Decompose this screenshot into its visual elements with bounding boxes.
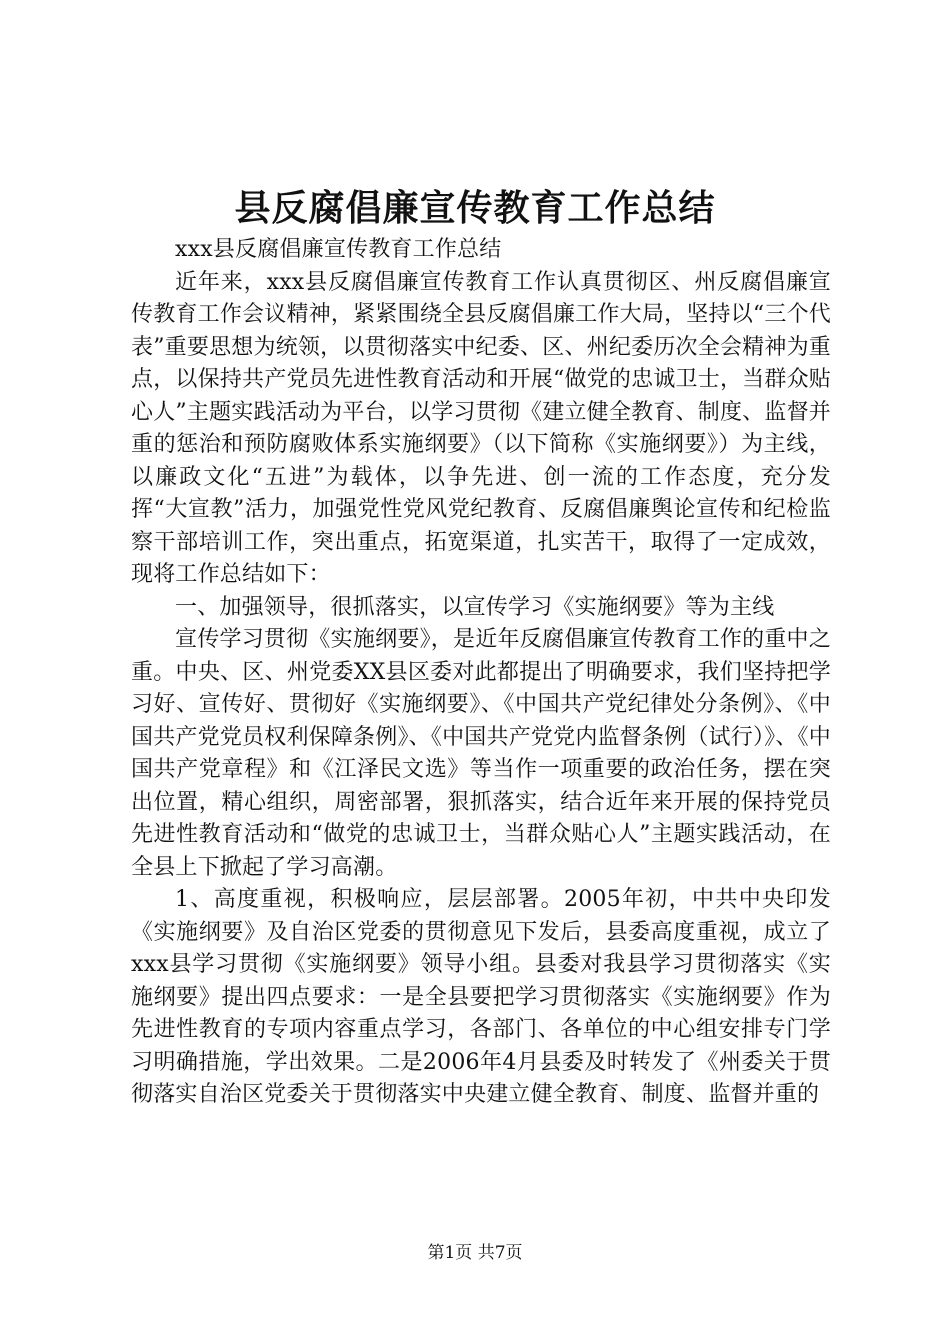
body-paragraph-intro: 近年来，xxx县反腐倡廉宣传教育工作认真贯彻区、州反腐倡廉宣传教育工作会议精神，紧紧围绕全县反腐倡廉工作大局，坚持以“三个代表”重要思想为统领，以贯彻落实中纪委、区、州纪委历次全会精神为重点，以保持共产党员先进性教育活动和开展“做党的忠诚卫士，当群众贴心人”主题实践活动为平台，以学习贯彻《建立健全教育、制度、监督并重的惩治和预防腐败体系实施纲要》（以下简称《实施纲要》）为主线，以廉政文化“五进”为载体，以争先进、创一流的工作态度，充分发挥“大宣教”活力，加强党性党风党纪教育、反腐倡廉舆论宣传和纪检监察干部培训工作，突出重点，拓宽渠道，扎实苦干，取得了一定成效，现将工作总结如下：	[131, 269, 831, 587]
body-paragraph-section-1: 宣传学习贯彻《实施纲要》，是近年反腐倡廉宣传教育工作的重中之重。中央、区、州党委XX县区委对此都提出了明确要求，我们坚持把学习好、宣传好、贯彻好《实施纲要》、《中国共产党纪律处分条例》、《中国共产党党员权利保障条例》、《中国共产党党内监督条例（试行）》、《中国共产党章程》和《江泽民文选》等当作一项重要的政治任务，摆在突出位置，精心组织，周密部署，狠抓落实，结合近年来开展的保持党员先进性教育活动和“做党的忠诚卫士，当群众贴心人”主题实践活动，在全县上下掀起了学习高潮。	[131, 627, 831, 880]
document-body	[131, 234, 831, 1112]
document-title: 县反腐倡廉宣传教育工作总结	[234, 187, 716, 229]
document-subtitle: xxx县反腐倡廉宣传教育工作总结	[175, 237, 502, 262]
body-paragraph-item-1: 1、高度重视，积极响应，层层部署。2005年初，中共中央印发《实施纲要》及自治区党委的贯彻意见下发后，县委高度重视，成立了xxx县学习贯彻《实施纲要》领导小组。县委对我县学习贯彻落实《实施纲要》提出四点要求：一是全县要把学习贯彻落实《实施纲要》作为先进性教育的专项内容重点学习，各部门、各单位的中心组安排专门学习明确措施，学出效果。二是2006年4月县委及时转发了《州委关于贯彻落实自治区党委关于贯彻落实中央建立健全教育、制度、监督并重的	[131, 887, 831, 1107]
section-heading-1: 一、加强领导，很抓落实，以宣传学习《实施纲要》等为主线	[175, 594, 775, 620]
page-footer: 第1页 共7页	[427, 1243, 523, 1263]
